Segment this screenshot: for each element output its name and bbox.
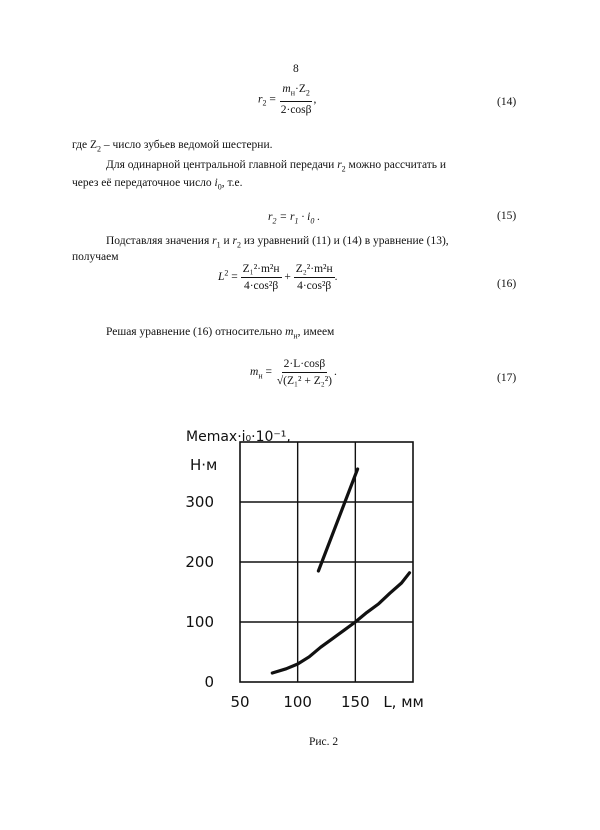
equation-14-number: (14): [497, 96, 517, 108]
paragraph-4: Решая уравнение (16) относительно $m_н$, имеем: [106, 326, 335, 341]
chart-labels: [185, 429, 424, 711]
paragraph-2-line-1: Для одинарной центральной главной передачи $r_2$ можно рассчитать и: [106, 159, 447, 174]
y-axis-label-line-2: Н·м: [190, 456, 218, 474]
x-tick-label: 100: [283, 693, 312, 711]
x-axis-label: L, мм: [383, 693, 424, 711]
y-tick-label: 100: [185, 613, 214, 631]
x-tick-label: 150: [341, 693, 370, 711]
chart-grid: [240, 442, 413, 682]
equation-14: $r_2$ = $\frac{m_н\cdot Z_2}{2\cdot\cos\beta}$ ,: [258, 83, 317, 117]
paragraph-2-line-2: через её передаточное число $i_0$, т.е.: [72, 177, 243, 192]
series-line-1: [318, 469, 357, 571]
series-line-2: [272, 573, 409, 673]
y-axis-label-line-1: Memax·i₀·10⁻¹,: [186, 429, 291, 445]
equation-16: $L^2$ = $\frac{\text{Z₁²·m²н}}{\text{4·cos²β}}$ + $\frac{\text{Z₂²·m²н}}{\text{4·cos²β}}$ .: [218, 263, 338, 292]
y-tick-label: 300: [185, 493, 214, 511]
paragraph-3-line-1: Подставляя значения $r_1$ и $r_2$ из уравнений (11) и (14) в уравнение (13),: [106, 235, 449, 250]
chart-series: [272, 469, 409, 673]
paragraph-3-line-2: получаем: [72, 251, 119, 263]
figure-caption: Рис. 2: [309, 736, 339, 748]
equation-17: $m_н$ = $\frac{2\cdot L\cdot\cos\beta}{\text{√(Z₁² + Z₂²)}}$ .: [250, 358, 337, 387]
equation-15: $r_2 = r_1 \cdot i_0$ .: [268, 211, 321, 226]
equation-17-number: (17): [497, 372, 517, 384]
x-tick-label: 50: [230, 693, 250, 711]
y-tick-label: 200: [185, 553, 214, 571]
equation-16-number: (16): [497, 278, 517, 290]
equation-15-number: (15): [497, 210, 517, 222]
page-number: 8: [293, 63, 299, 75]
y-tick-label: 0: [204, 673, 214, 691]
paragraph-1: где $Z_2$ – число зубьев ведомой шестерни.: [72, 139, 273, 154]
